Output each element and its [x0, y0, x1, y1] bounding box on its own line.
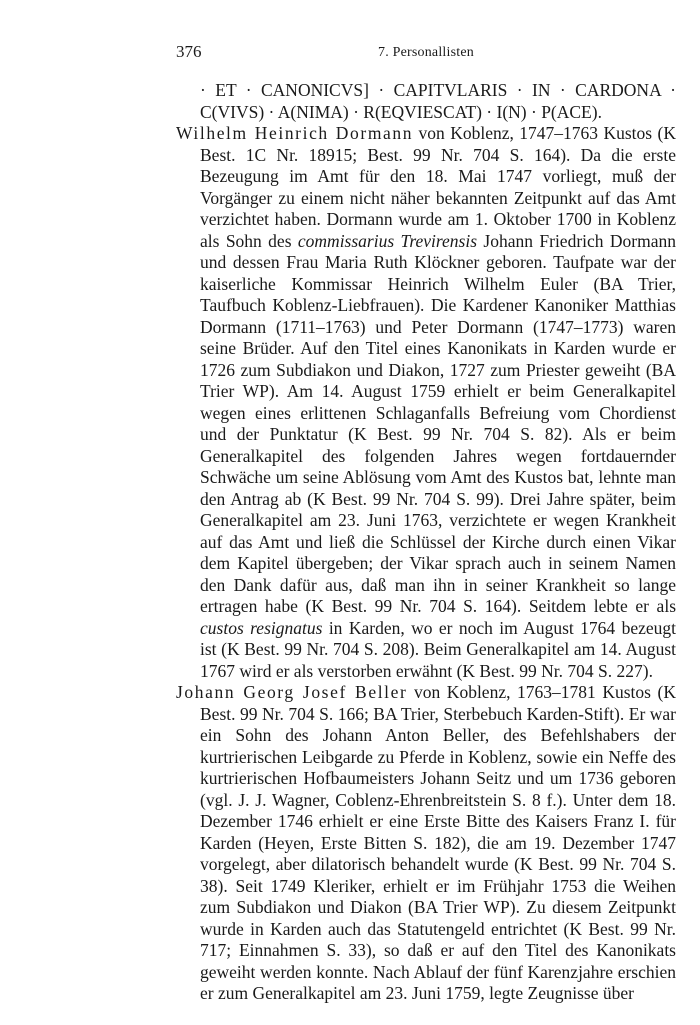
entry-text: in Karden, wo er noch im August 1764 bezeugt ist (K Best. 99 Nr. 704 S. 208). Beim Generalkapitel am 14. August 1767 wird er als verstorben erwähnt (K Best. 99 Nr. 704 S. 227).: [200, 617, 676, 681]
page-number: 376: [176, 42, 202, 61]
entry-name: Johann Georg Josef Beller: [176, 682, 408, 702]
entry-text: Johann Friedrich Dormann und dessen Frau Maria Ruth Klöckner geboren. Taufpate war der kaiserliche Kommissar Heinrich Wilhelm Euler (BA Trier, Taufbuch Koblenz-Liebfrauen). Die Kardener Kanoniker Matthias Dormann (1711–1763) und Peter Dormann (1747–1773) waren seine Brüder. Auf den Titel eines Kanonikats in Karden wurde er 1726 zum Subdiakon und Diakon, 1727 zum Priester geweiht (BA Trier WP). Am 14. August 1759 erhielt er beim Generalkapitel wegen eines erlittenen Schlaganfalls Befreiung vom Chordienst und der Punktatur (K Best. 99 Nr. 704 S. 82). Als er beim Generalkapitel des folgenden Jahres wegen fortdauernder Schwäche um seine Ablösung vom Amt des Kustos bat, lehnte man den Antrag ab (K Best. 99 Nr. 704 S. 99). Drei Jahre später, beim Generalkapitel am 23. Juni 1763, verzichtete er wegen Krankheit auf das Amt und ließ die Schlüssel der Kirche durch einen Vikar dem Kapitel übergeben; der Vikar sprach auch in seinem Namen den Dank dafür aus, daß man ihn in seiner Krankheit so lange ertragen habe (K Best. 99 Nr. 704 S. 164). Seitdem lebte er als: [200, 230, 677, 616]
entry-text: von Koblenz, 1763–1781 Kustos (K Best. 99 Nr. 704 S. 166; BA Trier, Sterbebuch Karden-Stift). Er war ein Sohn des Johann Anton Beller, des Befehlshabers der kurtrierischen Leibgarde zu Pferde in Koblenz, sowie ein Neffe des kurtrierischen Hofbaumeisters Johann Seitz und um 1736 geboren (vgl. J. J. Wagner, Coblenz-Ehrenbreitstein S. 8 f.). Unter dem 18. Dezember 1746 erhielt er eine Erste Bitte des Kaisers Franz I. für Karden (Heyen, Erste Bitten S. 182), die am 19. Dezember 1747 vorgelegt, aber dilatorisch behandelt wurde (K Best. 99 Nr. 704 S. 38). Seit 1749 Kleriker, erhielt er im Frühjahr 1753 die Weihen zum Subdiakon und Diakon (BA Trier WP). Zu diesem Zeitpunkt wurde in Karden auch das Statutengeld entrichtet (K Best. 99 Nr. 717; Einnahmen S. 33), so daß er auf den Titel des Kanonikats geweiht werden konnte. Nach Ablauf der fünf Karenzjahre erschien er zum Generalkapitel am 23. Juni 1759, legte Zeugnisse über: [200, 682, 676, 1003]
entry-dormann: [176, 123, 676, 682]
text-body: [176, 80, 676, 1005]
inscription-continuation: · ET · CANONICVS] · CAPITVLARIS · IN · CARDONA · C(VIVS) · A(NIMA) · R(EQVIESCAT) · I(N) · P(ACE).: [200, 80, 676, 122]
page-header: [176, 42, 676, 66]
entry-text-italic: custos resignatus: [200, 617, 323, 638]
entry-text-italic: commissarius Trevirensis: [297, 230, 478, 251]
entry-beller: [176, 682, 676, 1005]
entry-name: Wilhelm Heinrich Dormann: [176, 123, 414, 143]
entry-text: von Koblenz, 1747–1763 Kustos (K Best. 1C Nr. 18915; Best. 99 Nr. 704 S. 164). Da die erste Bezeugung im Amt für den 18. Mai 1747 vorliegt, muß der Vorgänger zu einem nicht näher bekannten Zeitpunkt auf das Amt verzichtet haben. Dormann wurde am 1. Oktober 1700 in Koblenz als Sohn des: [200, 123, 676, 251]
running-head: 7. Personallisten: [378, 45, 474, 60]
